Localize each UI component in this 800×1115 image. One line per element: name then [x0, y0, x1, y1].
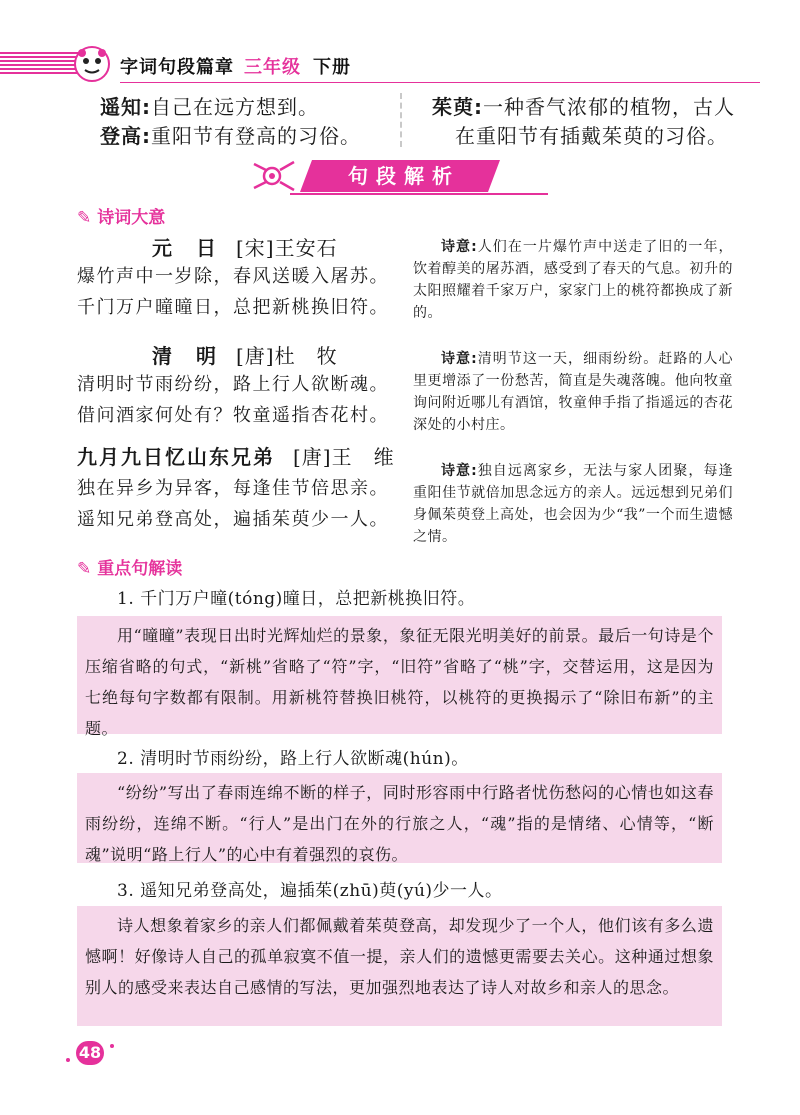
meaning-label: 诗意: [441, 463, 478, 479]
key-sentence: 3. 遥知兄弟登高处，遍插茱(zhū)萸(yú)少一人。 [117, 881, 503, 901]
header-volume: 下册 [313, 57, 351, 78]
poem-author: [唐]杜 牧 [236, 344, 338, 368]
poem-author: [唐]王 维 [293, 445, 395, 469]
analysis-box: “纷纷”写出了春雨连绵不断的样子，同时形容雨中行路者忧伤愁闷的心情也如这春雨纷纷，连绵不断。“行人”是出门在外的行旅之人，“魂”指的是情绪、心情等，“断魂”说明“路上行人”的心中有着强烈的哀伤。 [77, 773, 722, 863]
glossary-def-cont: 在重阳节有插戴茱萸的习俗。 [455, 124, 728, 148]
section-banner [250, 158, 550, 198]
page-number: 48 [76, 1041, 104, 1065]
poem-line: 遥知兄弟登高处，遍插茱萸少一人。 [77, 509, 389, 530]
section-title: 句段解析 [348, 164, 460, 188]
header-grade: 三年级 [244, 57, 301, 78]
pencil-icon: ✎ [77, 559, 92, 579]
glossary-term: 登高 [100, 124, 142, 148]
poem-meaning: 诗意:人们在一片爆竹声中送走了旧的一年，饮着醇美的屠苏酒，感受到了春天的气息。初升的太阳照耀着千家万户，家家门上的桃符都换成了新的。 [413, 239, 733, 321]
poem-meaning: 诗意:独自远离家乡，无法与家人团聚，每逢重阳佳节就倍加思念远方的亲人。远远想到兄弟们身佩茱萸登上高处，也会因为少“我”一个而生遗憾之情。 [413, 463, 733, 545]
poem-line: 独在异乡为异客，每逢佳节倍思亲。 [77, 478, 389, 499]
key-sentence: 2. 清明时节雨纷纷，路上行人欲断魂(hún)。 [117, 749, 469, 769]
page-number-badge [66, 1038, 112, 1068]
scissors-icon [250, 156, 300, 196]
key-sentence: 1. 千门万户曈(tóng)曈日，总把新桃换旧符。 [117, 589, 476, 609]
poem-line: 爆竹声中一岁除，春风送暖入屠苏。 [77, 266, 389, 287]
poem-author: [宋]王安石 [236, 236, 338, 260]
pencil-icon: ✎ [77, 208, 92, 228]
glossary-item: 遥知:自己在远方想到。 [100, 95, 319, 119]
glossary-item: 登高:重阳节有登高的习俗。 [100, 124, 361, 148]
glossary-term: 遥知 [100, 95, 142, 119]
poem-title: 九月九日忆山东兄弟 [唐]王 维 [77, 445, 395, 469]
glossary-def: 一种香气浓郁的植物，古人 [483, 95, 735, 119]
decor-dot [110, 1044, 114, 1048]
poem-line: 千门万户曈曈日，总把新桃换旧符。 [77, 297, 389, 318]
glossary-item: 茱萸:一种香气浓郁的植物，古人 [432, 95, 735, 119]
analysis-box: 诗人想象着家乡的亲人们都佩戴着茱萸登高，却发现少了一个人，他们该有多么遗憾啊！好像诗人自己的孤单寂寞不值一提，亲人们的遗憾更需要去关心。这种通过想象别人的感受来表达自己感情的写法，更加强烈地表达了诗人对故乡和亲人的思念。 [77, 906, 722, 1026]
glossary-def: 重阳节有登高的习俗。 [151, 124, 361, 148]
poem-meaning: 诗意:清明节这一天，细雨纷纷。赶路的人心里更增添了一份愁苦，简直是失魂落魄。他向牧童询问附近哪儿有酒馆，牧童伸手指了指遥远的杏花深处的小村庄。 [413, 351, 733, 433]
page-header [0, 40, 800, 86]
poem-title: 元 日 [宋]王安石 [152, 236, 338, 260]
header-series: 字词句段篇章 [120, 57, 234, 78]
glossary-def: 自己在远方想到。 [151, 95, 319, 119]
analysis-box: 用“曈曈”表现日出时光辉灿烂的景象，象征无限光明美好的前景。最后一句诗是个压缩省略的句式，“新桃”省略了“符”字，“旧符”省略了“桃”字，交替运用，这是因为七绝每句字数都有限制。用新桃符替换旧桃符，以桃符的更换揭示了“除旧布新”的主题。 [77, 616, 722, 734]
mascot-icon [72, 44, 112, 84]
poem-line: 清明时节雨纷纷，路上行人欲断魂。 [77, 374, 389, 395]
meaning-label: 诗意: [441, 351, 478, 367]
decor-dot [66, 1058, 70, 1062]
key-section-heading: ✎ 重点句解读 [77, 559, 183, 579]
header-title [120, 53, 351, 79]
glossary-term: 茱萸 [432, 95, 474, 119]
poem-title: 清 明 [唐]杜 牧 [152, 344, 338, 368]
meaning-label: 诗意: [441, 239, 478, 255]
poem-section-heading: ✎ 诗词大意 [77, 208, 166, 228]
header-rule [120, 82, 760, 83]
glossary-divider [400, 93, 402, 147]
poem-line: 借问酒家何处有？牧童遥指杏花村。 [77, 405, 389, 426]
banner-underline [290, 193, 548, 195]
